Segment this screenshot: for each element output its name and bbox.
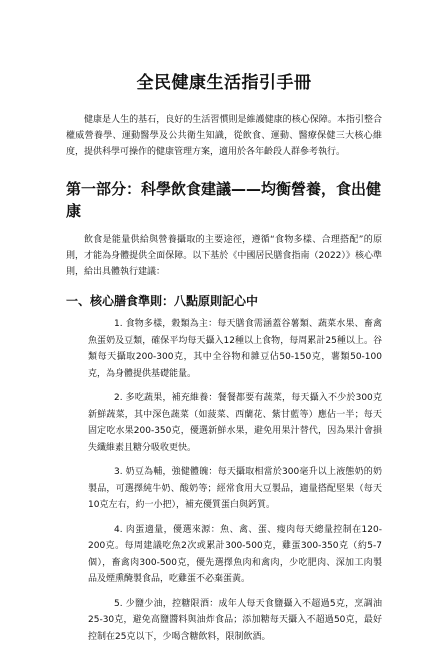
part1-paragraph: 飲食是能量供給與營養攝取的主要途徑，遵循“食物多樣、合理搭配”的原則，才能為身體提供全面保障。以下基於《中國居民膳食指南（2022）》核心準則，給出具體執行建議： [66,232,382,280]
guideline-list [66,316,382,645]
document-title: 全民健康生活指引手冊 [66,72,382,94]
document-page [0,72,448,632]
section1-heading: 一、核心膳食準則：八點原則記心中 [66,292,382,310]
intro-paragraph: 健康是人生的基石，良好的生活習慣則是維護健康的核心保障。本指引整合權威營養學、運動醫學及公共衛生知識，從飲食、運動、醫療保健三大核心維度，提供科學可操作的健康管理方案，適用於各年齡段人群參考執行。 [66,112,382,160]
list-item: 2. 多吃蔬果，補充維養：餐餐都要有蔬菜，每天攝入不少於300克新鮮蔬菜，其中深色蔬菜（如菠菜、西蘭花、紫甘藍等）應佔一半；每天固定吃水果200-350克，優選新鮮水果，避免用果汁替代，因為果汁會損失纖維素且糖分吸收更快。 [88,390,382,456]
list-item: 5. 少鹽少油，控糖限酒：成年人每天食鹽攝入不超過5克，烹調油25-30克，避免高鹽醬料與油炸食品；添加糖每天攝入不超過50克，最好控制在25克以下，少喝含糖飲料，限制飲酒。 [88,596,382,645]
list-item: 1. 食物多樣，穀類為主：每天膳食需涵蓋谷薯類、蔬菜水果、畜禽魚蛋奶及豆類，確保平均每天攝入12種以上食物，每周累計25種以上。谷類每天攝取200-300克，其中全谷物和雜豆佔50-150克，薯類50-100克，為身體提供基礎能量。 [88,316,382,382]
part1-heading: 第一部分：科學飲食建議——均衡營養，食出健康 [66,178,382,222]
list-item: 4. 肉蛋適量，優選來源：魚、禽、蛋、瘦肉每天總量控制在120-200克。每周建議吃魚2次或累計300-500克，雞蛋300-350克（約5-7個），畜禽肉300-500克，優先選擇魚肉和禽肉，少吃肥肉、深加工肉製品及煙熏醃製食品，吃雞蛋不必棄蛋黃。 [88,522,382,588]
list-item: 3. 奶豆為輔，強健體魄：每天攝取相當於300毫升以上液態奶的奶製品，可選擇純牛奶、酸奶等；經常食用大豆製品，適量搭配堅果（每天10克左右，約一小把），補充優質蛋白與鈣質。 [88,464,382,514]
